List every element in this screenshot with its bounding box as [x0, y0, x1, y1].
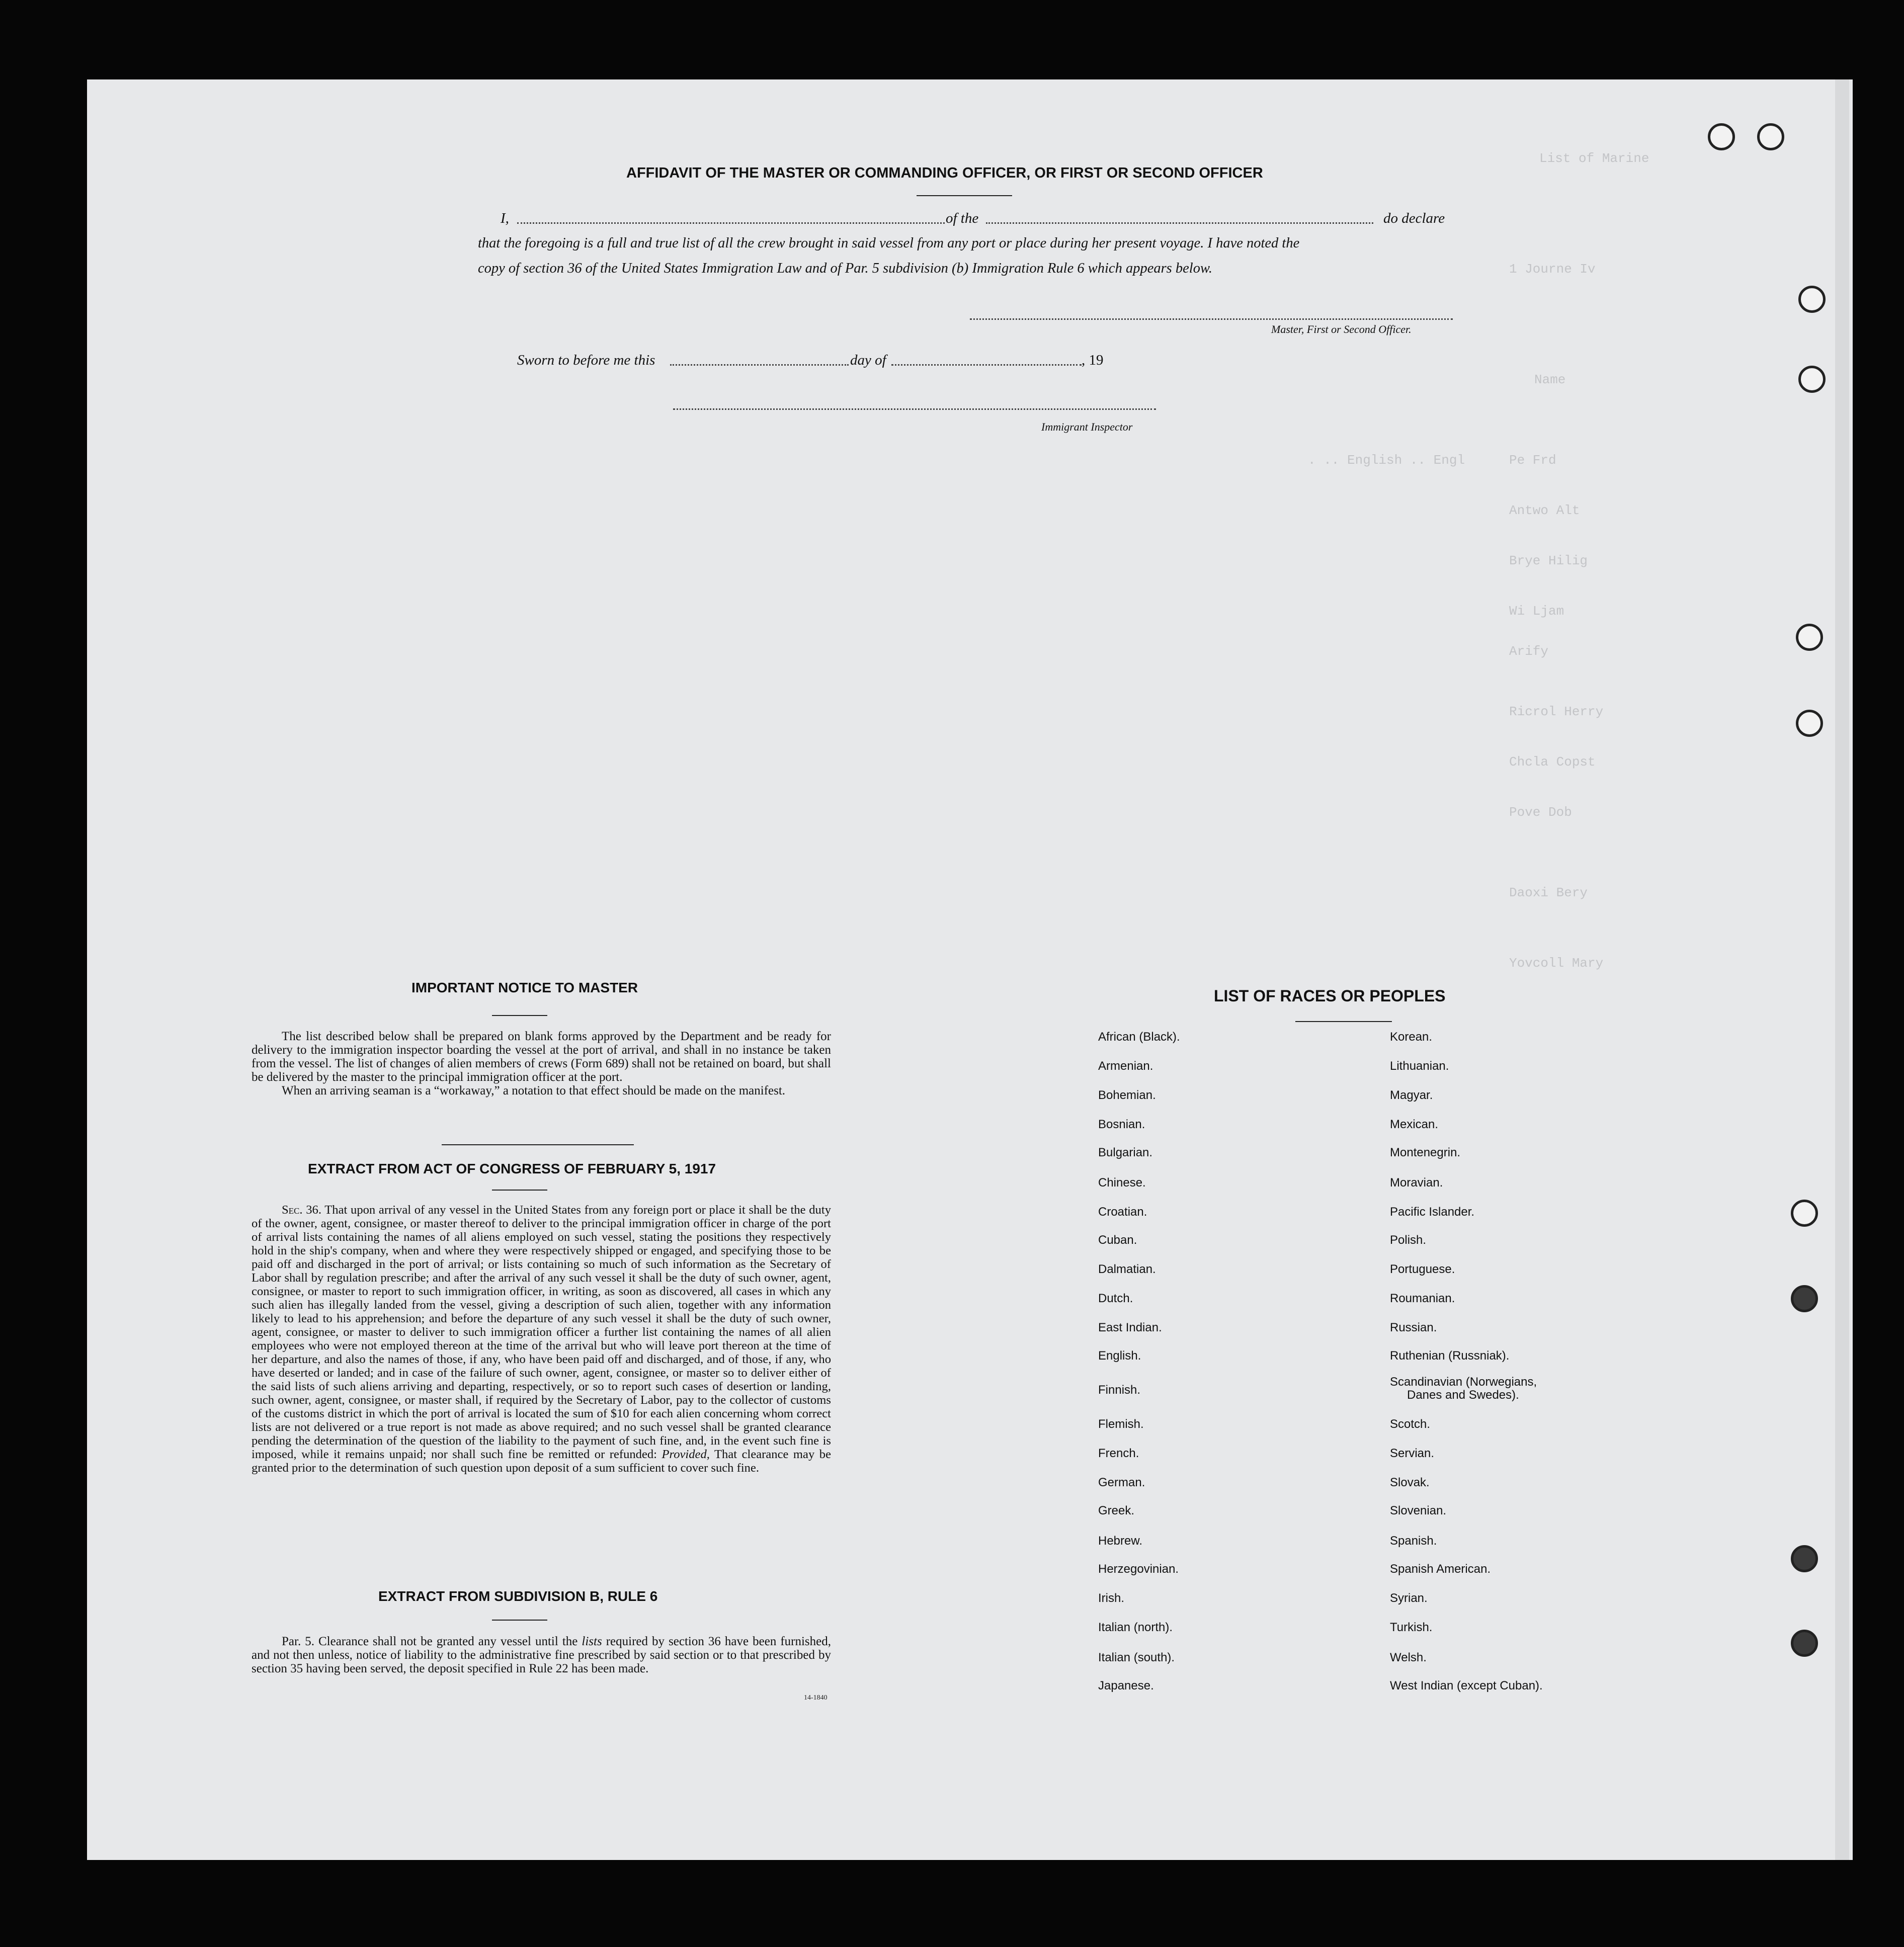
sworn-day-of: day of	[850, 352, 886, 368]
act-text	[252, 1203, 831, 1475]
race-item: Ruthenian (Russniak).	[1390, 1349, 1510, 1363]
race-item: West Indian (except Cuban).	[1390, 1679, 1543, 1692]
race-item: Scotch.	[1390, 1417, 1431, 1431]
race-item: East Indian.	[1098, 1321, 1162, 1334]
act-provided: Provided,	[661, 1448, 710, 1461]
rule6-text-b: required by section 36 have been furnished, and not then unless, notice of liability to the administrative fine prescribed by said section or to that prescribed by section 35 having been served, the deposit specified in Rule 22 has been made.	[252, 1635, 832, 1675]
act-body: That upon arrival of any vessel in the United States from any foreign port or place it shall be the duty of the owner, agent, consignee, or master thereof to deliver to the principal immigration officer in charge of the port of arrival lists containing the names of all aliens employed on such vessel, stating the positions they respectively hold in the ship's company, when and where they were respectively shipped or engaged, and specifying those to be paid off and discharged in the port of arrival; or lists containing so much of such information as the Secretary of Labor shall by regulation prescribe; and after the arrival of any such vessel it shall be the duty of such owner, agent, consignee, or master to report to such immigration officer, in writing, as soon as discovered, all cases in which any such alien has illegally landed from the vessel, giving a description of such alien, together with any information likely to lead to his apprehension; and before the departure of any such vessel it shall be the duty of such owner, agent, consignee, or master to deliver to such immigration officer a further list containing the names of all alien employees who were not employed thereon at the time of the arrival but who will leave port thereon at the time of her departure, and also the names of those, if any, who have been paid off and discharged, and of those, if any, who have deserted or landed; and in case of the failure of such owner, agent, consignee, or master so to deliver either of the said lists of such aliens arriving and departing, respectively, or so to report such cases of desertion or landing, such owner, agent, consignee, or master shall, if required by the Secretary of Labor, pay to the collector of customs of the customs district in which the port of arrival is located the sum of $10 for each alien concerning whom correct lists are not delivered or a true report is not made as above required; and no such vessel shall be granted clearance pending the determination of the question of the liability to the payment of such fine, and, in the event such fine is imposed, while it remains unpaid; nor shall such fine be remitted or refunded:	[252, 1203, 831, 1461]
affidavit-of-the: of the	[946, 210, 979, 226]
vessel-blank	[986, 222, 1373, 224]
race-item: Scandinavian (Norwegians,	[1390, 1375, 1537, 1389]
name-blank	[517, 222, 945, 224]
race-item: Pacific Islander.	[1390, 1205, 1475, 1219]
race-item: Greek.	[1098, 1504, 1135, 1517]
race-item: Italian (south).	[1098, 1651, 1175, 1664]
act-section-label: Sec. 36.	[282, 1203, 321, 1217]
act-body-end: That clearance may be granted prior to the determination of such question upon deposit of a sum sufficient to cover such fine.	[252, 1448, 831, 1475]
race-item: Dalmatian.	[1098, 1262, 1156, 1276]
master-caption: Master, First or Second Officer.	[1271, 323, 1412, 335]
affidavit-line3: copy of section 36 of the United States Immigration Law and of Par. 5 subdivision (b) Immigration Rule 6 which appears below.	[478, 261, 1212, 276]
race-item: Slovenian.	[1390, 1504, 1447, 1517]
race-item: Finnish.	[1098, 1383, 1141, 1397]
rule6-text	[252, 1635, 831, 1675]
affidavit-title: AFFIDAVIT OF THE MASTER OR COMMANDING OFFICER, OR FIRST OR SECOND OFFICER	[626, 165, 1263, 181]
punch-hole	[1791, 1285, 1818, 1312]
race-item: German.	[1098, 1476, 1145, 1489]
sworn-month-blank	[891, 364, 1082, 366]
rule6-text-a: Par. 5. Clearance shall not be granted any vessel until the	[282, 1635, 578, 1648]
punch-hole	[1798, 286, 1826, 313]
title-divider	[917, 195, 1012, 196]
race-item: Dutch.	[1098, 1292, 1133, 1305]
punch-hole	[1798, 366, 1826, 393]
race-item: Spanish.	[1390, 1534, 1437, 1548]
race-item: Chinese.	[1098, 1176, 1146, 1190]
race-item: Flemish.	[1098, 1417, 1144, 1431]
race-item: Slovak.	[1390, 1476, 1430, 1489]
races-title: LIST OF RACES OR PEOPLES	[1214, 987, 1446, 1005]
sworn-prefix: Sworn to before me this	[517, 352, 655, 368]
rule6-divider	[492, 1620, 547, 1621]
rule6-title: EXTRACT FROM SUBDIVISION B, RULE 6	[378, 1588, 658, 1604]
signature-line-inspector	[673, 408, 1156, 410]
race-item: Bohemian.	[1098, 1088, 1156, 1102]
punch-hole	[1791, 1545, 1818, 1572]
section-divider	[442, 1144, 634, 1145]
race-item: English.	[1098, 1349, 1141, 1363]
page-edge	[1835, 79, 1849, 1860]
race-item: Bosnian.	[1098, 1118, 1145, 1131]
race-item: Lithuanian.	[1390, 1059, 1449, 1073]
act-title: EXTRACT FROM ACT OF CONGRESS OF FEBRUARY 5, 1917	[308, 1161, 716, 1176]
race-item: Portuguese.	[1390, 1262, 1455, 1276]
race-item: Servian.	[1390, 1447, 1435, 1460]
affidavit-declare: do declare	[1383, 210, 1445, 226]
affidavit-i: I,	[501, 210, 509, 226]
punch-hole	[1791, 1630, 1818, 1657]
races-divider	[1295, 1021, 1392, 1022]
race-item: Korean.	[1390, 1030, 1433, 1044]
race-item: Cuban.	[1098, 1233, 1137, 1247]
race-item: Irish.	[1098, 1591, 1125, 1605]
notice-text	[252, 1030, 831, 1097]
race-item: Roumanian.	[1390, 1292, 1455, 1305]
race-item: Japanese.	[1098, 1679, 1154, 1692]
race-item: Spanish American.	[1390, 1562, 1491, 1576]
race-item: Herzegovinian.	[1098, 1562, 1179, 1576]
race-item: French.	[1098, 1447, 1139, 1460]
race-item: Magyar.	[1390, 1088, 1433, 1102]
act-divider	[492, 1190, 547, 1191]
sworn-day-blank	[670, 364, 849, 366]
race-item: Moravian.	[1390, 1176, 1443, 1190]
race-item: Turkish.	[1390, 1621, 1433, 1634]
rule6-lists: lists	[582, 1635, 602, 1648]
inspector-caption: Immigrant Inspector	[1041, 420, 1133, 433]
punch-hole	[1796, 710, 1823, 737]
notice-para-2: When an arriving seaman is a “workaway,” a notation to that effect should be made on the manifest.	[282, 1084, 786, 1097]
race-item: Italian (north).	[1098, 1621, 1173, 1634]
race-item: African (Black).	[1098, 1030, 1180, 1044]
race-item: Montenegrin.	[1390, 1146, 1461, 1159]
affidavit-line2: that the foregoing is a full and true list of all the crew brought in said vessel from any port or place during her present voyage. I have noted the	[478, 235, 1300, 251]
race-item: Welsh.	[1390, 1651, 1427, 1664]
race-item: Croatian.	[1098, 1205, 1147, 1219]
race-item: Polish.	[1390, 1233, 1427, 1247]
punch-hole	[1708, 123, 1735, 150]
notice-para-1: The list described below shall be prepared on blank forms approved by the Department and be ready for delivery to the immigration inspector boarding the vessel at the port of arrival, and shall in no instance be taken from the vessel. The list of changes of alien members of crews (Form 689) shall not be retained on board, but shall be delivered by the master to the principal immigration officer at the port.	[252, 1030, 831, 1084]
race-item: Hebrew.	[1098, 1534, 1143, 1548]
race-item: Danes and Swedes).	[1407, 1388, 1519, 1402]
signature-line-master	[970, 318, 1453, 320]
race-item: Armenian.	[1098, 1059, 1153, 1073]
race-item: Russian.	[1390, 1321, 1437, 1334]
form-number: 14-1840	[804, 1694, 827, 1702]
punch-hole	[1757, 123, 1784, 150]
notice-title: IMPORTANT NOTICE TO MASTER	[411, 980, 638, 995]
race-item: Mexican.	[1390, 1118, 1439, 1131]
sworn-year: , 19	[1082, 352, 1104, 368]
race-item: Syrian.	[1390, 1591, 1428, 1605]
punch-hole	[1796, 624, 1823, 651]
punch-hole	[1791, 1200, 1818, 1227]
race-item: Bulgarian.	[1098, 1146, 1153, 1159]
notice-divider	[492, 1015, 547, 1016]
